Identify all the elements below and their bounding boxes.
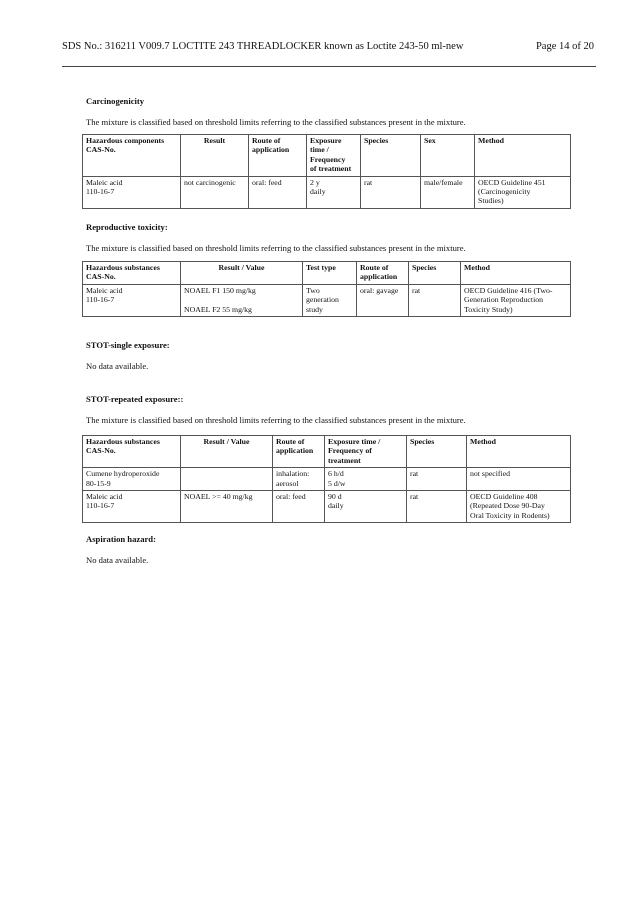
- cell-line: application: [276, 446, 314, 456]
- cell-line: Generation Reproduction: [464, 295, 544, 305]
- carcinogenicity-heading: Carcinogenicity: [86, 96, 145, 106]
- table-cell: [181, 176, 249, 208]
- cell-line: of treatment: [310, 164, 352, 174]
- col-route: [273, 436, 325, 468]
- cell-line: NOAEL F1 150 mg/kg: [184, 285, 256, 295]
- cell-line: oral: feed: [276, 492, 306, 502]
- table-cell: [181, 491, 273, 523]
- table-row: [83, 468, 571, 491]
- col-test-type: [303, 262, 357, 285]
- table-cell: [273, 491, 325, 523]
- cell-line: Hazardous components: [86, 136, 165, 145]
- table-cell: [325, 491, 407, 523]
- table-cell: [181, 284, 303, 316]
- col-route: [249, 135, 307, 177]
- table-row: [83, 176, 571, 208]
- col-method: [475, 135, 571, 177]
- col-method: [467, 436, 571, 468]
- reproductive-toxicity-intro: The mixture is classified based on threshold limits referring to the classified substances present in the mixture.: [86, 243, 466, 253]
- cell-line: Frequency of: [328, 446, 372, 456]
- cell-line: male/female: [424, 177, 463, 187]
- stot-single-heading: STOT-single exposure:: [86, 340, 170, 350]
- cell-line: not carcinogenic: [184, 177, 236, 187]
- cell-line: rat: [410, 492, 419, 502]
- table-cell: [303, 284, 357, 316]
- cell-line: NOAEL >= 40 mg/kg: [184, 492, 253, 502]
- cell-line: CAS-No.: [86, 272, 116, 282]
- table-cell: [407, 491, 467, 523]
- cell-line: Result: [203, 136, 226, 145]
- document-title: SDS No.: 316211 V009.7 LOCTITE 243 THREADLOCKER known as Loctite 243-50 ml-new: [62, 41, 464, 52]
- col-species: [409, 262, 461, 285]
- reproductive-toxicity-heading: Reproductive toxicity:: [86, 222, 168, 232]
- cell-line: Hazardous substances: [86, 437, 160, 446]
- cell-line: Studies): [478, 196, 504, 206]
- col-method: [461, 262, 571, 285]
- cell-line: Species: [412, 263, 437, 272]
- cell-line: Sex: [424, 136, 436, 145]
- table-cell: [181, 468, 273, 491]
- table-cell: [409, 284, 461, 316]
- cell-line: daily: [310, 187, 326, 197]
- cell-line: Method: [478, 136, 504, 145]
- table-cell: [467, 491, 571, 523]
- cell-line: 2 y: [310, 177, 320, 187]
- cell-line: Result / Value: [203, 437, 250, 446]
- col-result: [181, 135, 249, 177]
- cell-line: Route of: [276, 437, 305, 446]
- cell-line: OECD Guideline 408: [470, 492, 538, 502]
- col-exposure: [307, 135, 361, 177]
- cell-line: OECD Guideline 451: [478, 177, 546, 187]
- table-row: [83, 491, 571, 523]
- cell-line: 6 h/d: [328, 469, 344, 479]
- cell-line: Frequency: [310, 154, 346, 164]
- stot-repeated-intro: The mixture is classified based on threshold limits referring to the classified substances present in the mixture.: [86, 415, 466, 425]
- page-number: Page 14 of 20: [535, 41, 594, 52]
- cell-line: (Carcinogenicity: [478, 187, 531, 197]
- cell-line: CAS-No.: [86, 446, 116, 456]
- col-sex: [421, 135, 475, 177]
- cell-line: (Repeated Dose 90-Day: [470, 501, 545, 511]
- cell-line: Hazardous substances: [86, 263, 160, 272]
- table-cell: [361, 176, 421, 208]
- table-cell: [83, 491, 181, 523]
- table-cell: [475, 176, 571, 208]
- cell-line: generation: [306, 295, 339, 305]
- cell-line: CAS-No.: [86, 145, 116, 155]
- aspiration-hazard-heading: Aspiration hazard:: [86, 534, 156, 544]
- cell-line: not specified: [470, 469, 511, 479]
- cell-line: NOAEL F2 55 mg/kg: [184, 304, 252, 314]
- table-cell: [83, 176, 181, 208]
- table-cell: [421, 176, 475, 208]
- table-cell: [407, 468, 467, 491]
- table-cell: [307, 176, 361, 208]
- cell-line: application: [360, 272, 398, 282]
- col-result-value: [181, 436, 273, 468]
- table-cell: [467, 468, 571, 491]
- cell-line: Result / Value: [218, 263, 265, 272]
- cell-line: Route of: [360, 263, 389, 272]
- col-exposure: [325, 436, 407, 468]
- table-cell: [325, 468, 407, 491]
- cell-line: OECD Guideline 416 (Two-: [464, 285, 553, 295]
- cell-line: aerosol: [276, 478, 299, 488]
- cell-line: study: [306, 304, 323, 314]
- table-cell: [357, 284, 409, 316]
- cell-line: 5 d/w: [328, 478, 346, 488]
- col-hazardous-substances: [83, 436, 181, 468]
- cell-line: 80-15-9: [86, 478, 111, 488]
- cell-line: Toxicity Study): [464, 304, 513, 314]
- table-cell: [83, 284, 181, 316]
- cell-line: time /: [310, 145, 329, 155]
- cell-line: Species: [410, 437, 435, 446]
- table-cell: [461, 284, 571, 316]
- cell-line: [184, 469, 269, 478]
- cell-line: Exposure: [310, 136, 342, 145]
- col-hazardous-components: [83, 135, 181, 177]
- cell-line: 110-16-7: [86, 501, 115, 511]
- stot-single-text: No data available.: [86, 361, 149, 371]
- table-cell: [273, 468, 325, 491]
- cell-line: oral: gavage: [360, 285, 399, 295]
- cell-line: inhalation:: [276, 469, 310, 479]
- aspiration-hazard-text: No data available.: [86, 555, 149, 565]
- cell-line: Oral Toxicity in Rodents): [470, 510, 550, 520]
- carcinogenicity-intro: The mixture is classified based on threshold limits referring to the classified substances present in the mixture.: [86, 117, 466, 127]
- cell-line: Exposure time /: [328, 437, 381, 446]
- cell-line: Two: [306, 285, 320, 295]
- carcinogenicity-table: [82, 134, 571, 209]
- table-row: [83, 284, 571, 316]
- reproductive-toxicity-table: [82, 261, 571, 317]
- cell-line: daily: [328, 501, 344, 511]
- col-species: [407, 436, 467, 468]
- cell-line: 90 d: [328, 492, 342, 502]
- table-cell: [83, 468, 181, 491]
- cell-line: 110-16-7: [86, 187, 115, 197]
- col-route: [357, 262, 409, 285]
- cell-line: 110-16-7: [86, 295, 115, 305]
- stot-repeated-table: [82, 435, 571, 523]
- cell-line: Maleic acid: [86, 492, 123, 502]
- page-header: [62, 41, 594, 53]
- cell-line: Cumene hydroperoxide: [86, 469, 160, 479]
- cell-line: treatment: [328, 455, 361, 465]
- col-result-value: [181, 262, 303, 285]
- cell-line: Route of: [252, 136, 281, 145]
- cell-line: rat: [364, 177, 373, 187]
- cell-line: Method: [470, 437, 496, 446]
- col-hazardous-substances: [83, 262, 181, 285]
- cell-line: Species: [364, 136, 389, 145]
- cell-line: rat: [412, 285, 421, 295]
- col-species: [361, 135, 421, 177]
- cell-line: application: [252, 145, 290, 155]
- cell-line: rat: [410, 469, 419, 479]
- stot-repeated-heading: STOT-repeated exposure::: [86, 394, 184, 404]
- cell-line: Maleic acid: [86, 177, 123, 187]
- cell-line: Maleic acid: [86, 285, 123, 295]
- header-divider: [62, 66, 596, 67]
- cell-line: Method: [464, 263, 490, 272]
- cell-line: Test type: [306, 263, 336, 272]
- table-cell: [249, 176, 307, 208]
- cell-line: oral: feed: [252, 177, 282, 187]
- cell-line: [184, 295, 299, 304]
